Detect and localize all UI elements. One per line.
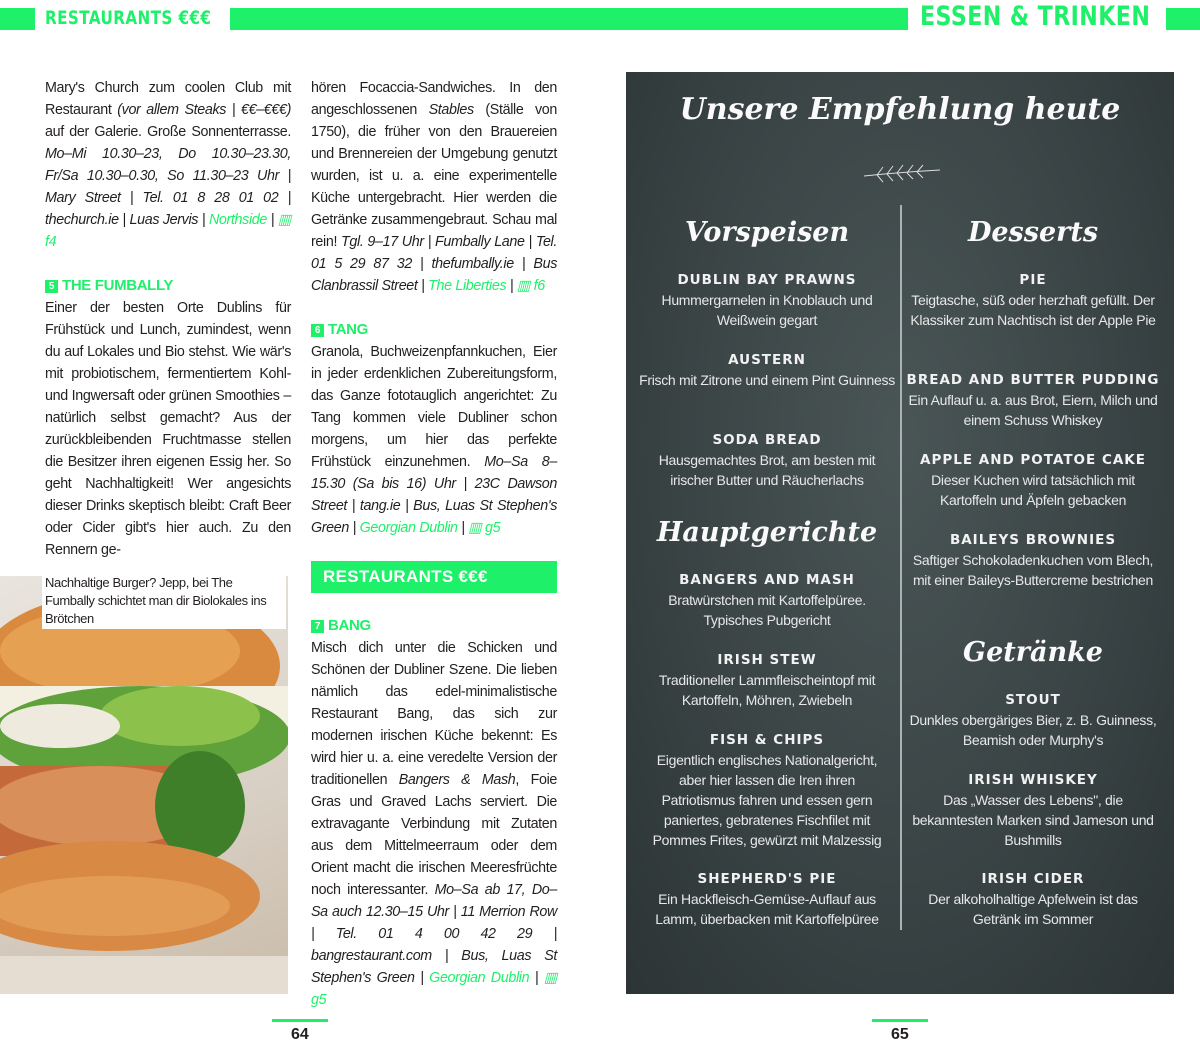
body-text: (Ställe von 1750), die früher von den Brauereien und Brennereien der Umgebung genutzt wurden, ist u. a. eine experimentelle Küche untergebracht. Hier werden die Getränke zusammengebraut. Schau mal rein! bbox=[311, 102, 557, 250]
menu-item-name: IRISH STEW bbox=[717, 652, 817, 668]
text-column-2 bbox=[311, 77, 557, 1011]
cross-reference-link[interactable]: ▥ g5 bbox=[468, 520, 501, 536]
info-text: | bbox=[266, 212, 278, 228]
menu-item-description: Das „Wasser des Lebens", die bekanntesten Marken sind Jameson und Bushmills bbox=[912, 792, 1154, 848]
menu-item bbox=[903, 370, 1163, 430]
body-text: auf der Galerie. Große Sonnenterrasse. bbox=[45, 124, 291, 140]
menu-item-name: IRISH WHISKEY bbox=[968, 772, 1098, 788]
menu-item bbox=[903, 869, 1163, 929]
cross-reference-link[interactable]: Georgian Dublin bbox=[429, 970, 530, 986]
header-bar-left bbox=[0, 8, 35, 30]
info-text: (vor allem Steaks | €€–€€€) bbox=[117, 102, 291, 118]
header-bar-right bbox=[1166, 8, 1200, 30]
entry-title: THE FUMBALLY bbox=[62, 277, 174, 294]
entry-number-badge: 7 bbox=[311, 620, 324, 633]
info-text: Mo–Mi 10.30–23, Do 10.30–23.30, Fr/Sa 10.30–0.30, So 11.30–23 Uhr | Mary Street | Tel. 01 8 28 01 02 | thechurch.ie | Luas Jervis | bbox=[45, 146, 291, 228]
body-text: Mary's Church zum coolen Club mit Restaurant bbox=[45, 80, 291, 118]
menu-item-name: BANGERS AND MASH bbox=[679, 572, 855, 588]
menu-divider bbox=[900, 205, 902, 930]
menu-item-description: Frisch mit Zitrone und einem Pint Guinness bbox=[639, 372, 895, 388]
menu-item bbox=[637, 650, 897, 710]
menu-item-name: IRISH CIDER bbox=[981, 871, 1085, 887]
menu-item bbox=[903, 770, 1163, 850]
menu-item-description: Hummergarnelen in Knoblauch und Weißwein gegart bbox=[661, 292, 873, 328]
cross-reference-link[interactable]: Georgian Dublin bbox=[359, 520, 458, 536]
cross-reference-link[interactable]: ▥ g5 bbox=[311, 970, 557, 1008]
body-text: Granola, Buchweizenpfannkuchen, Eier in jeder erdenklichen Zubereitungsform, das Ganze fototauglich angerichtet: Zu Tang kommen viele Dubliner schon morgens, um hier das perfekte Frühstück einzunehmen. bbox=[311, 344, 557, 470]
info-text: | bbox=[457, 520, 469, 536]
body-text: , Foie Gras und Graved Lachs serviert. Die extravagante Verbindung mit Zutaten aus dem Mittelmeerraum oder dem Orient macht die irischen Meeresfrüchte noch interessanter. bbox=[311, 772, 557, 898]
menu-item-description: Teigtasche, süß oder herzhaft gefüllt. Der Klassiker zum Nachtisch ist der Apple Pie bbox=[910, 292, 1156, 328]
photo-caption: Nachhaltige Burger? Jepp, bei The Fumbally schichtet man dir Biolokales ins Brötchen bbox=[42, 573, 286, 629]
entry-heading bbox=[45, 275, 291, 297]
menu-item bbox=[903, 270, 1163, 330]
menu-item bbox=[903, 450, 1163, 510]
page-number-left: 64 bbox=[291, 1026, 309, 1043]
menu-item-name: SODA BREAD bbox=[712, 432, 822, 448]
page-number-rule bbox=[272, 1019, 328, 1022]
info-text: Stables bbox=[428, 102, 474, 118]
menu-item-name: BAILEYS BROWNIES bbox=[949, 532, 1117, 548]
info-text: | bbox=[529, 970, 544, 986]
menu-item bbox=[637, 430, 897, 490]
paragraph bbox=[311, 637, 557, 1011]
menu-item-name: AUSTERN bbox=[728, 352, 806, 368]
info-text: Mo–Sa 8–15.30 (Sa bis 16) Uhr | 23C Dawson Street | tang.ie | Bus, Luas St Stephen's Green | bbox=[311, 454, 558, 536]
menu-item-description: Dieser Kuchen wird tatsächlich mit Kartoffeln und Äpfeln gebacken bbox=[931, 472, 1135, 508]
menu-item bbox=[908, 530, 1158, 590]
body-text: Misch dich unter die Schicken und Schönen der Dubliner Szene. Die lieben nämlich das edel-minimalistische Restaurant Bang, das sich zur modernen irischen Küche bekennt: Es wird hier u. a. eine veredelte Version der traditionellen bbox=[311, 640, 557, 788]
menu-item-name: APPLE AND POTATOE CAKE bbox=[920, 452, 1146, 468]
menu-item-name: PIE bbox=[1019, 272, 1047, 288]
menu-item-description: Bratwürstchen mit Kartoffelpüree. Typisches Pubgericht bbox=[668, 592, 866, 628]
section-hauptgerichte: Hauptgerichte bbox=[656, 517, 878, 548]
page-number-rule bbox=[872, 1019, 928, 1022]
header-bar-middle bbox=[230, 8, 908, 30]
menu-item-description: Dunkles obergäriges Bier, z. B. Guinness, Beamish oder Murphy's bbox=[909, 712, 1157, 748]
menu-item-name: SHEPHERD'S PIE bbox=[697, 871, 837, 887]
menu-item bbox=[642, 730, 892, 850]
cross-reference-link[interactable]: ▥ f4 bbox=[45, 212, 291, 250]
cross-reference-link[interactable]: ▥ f6 bbox=[516, 278, 545, 294]
menu-item-description: Der alkoholhaltige Apfelwein ist das Getränk im Sommer bbox=[928, 891, 1138, 927]
menu-item-description: Traditioneller Lammfleischeintopf mit Kartoffeln, Möhren, Zwiebeln bbox=[658, 672, 876, 708]
menu-item-description: Eigentlich englisches Nationalgericht, aber hier lassen die Iren ihren Patriotismus fahren und essen gern paniertes, gebratenes Fischfilet mit Pommes Frites, gewürzt mit Malzessig bbox=[652, 752, 882, 848]
text-column-1 bbox=[45, 77, 291, 561]
body-text: hören Focaccia-Sandwiches. In den angeschlossenen bbox=[311, 80, 557, 118]
menu-item bbox=[637, 570, 897, 630]
cross-reference-link[interactable]: Northside bbox=[208, 212, 267, 228]
paragraph bbox=[45, 297, 291, 561]
paragraph bbox=[311, 341, 557, 539]
menu-item-name: STOUT bbox=[1005, 692, 1061, 708]
menu-title: Unsere Empfehlung heute bbox=[679, 92, 1121, 127]
entry-title: TANG bbox=[328, 321, 368, 338]
paragraph bbox=[311, 77, 557, 297]
page-number-right: 65 bbox=[891, 1026, 909, 1043]
category-box-header: RESTAURANTS €€€ bbox=[311, 561, 557, 593]
info-text: | bbox=[506, 278, 517, 294]
section-desserts: Desserts bbox=[967, 217, 1099, 248]
burger-photo bbox=[0, 576, 288, 994]
menu-item-name: DUBLIN BAY PRAWNS bbox=[677, 272, 857, 288]
menu-item-description: Saftiger Schokoladenkuchen vom Blech, mit einer Baileys-Buttercreme bestrichen bbox=[912, 552, 1154, 588]
menu-item-description: Hausgemachtes Brot, am besten mit irischer Butter und Räucherlachs bbox=[658, 452, 876, 488]
info-text: Tgl. 9–17 Uhr | Fumbally Lane | Tel. 01 5 29 87 32 | thefumbally.ie | Bus Clanbrassil Street | bbox=[311, 234, 557, 294]
entry-heading bbox=[311, 615, 557, 637]
menu-item bbox=[903, 690, 1163, 750]
paragraph bbox=[45, 77, 291, 253]
menu-item-description: Ein Auflauf u. a. aus Brot, Eiern, Milch und einem Schuss Whiskey bbox=[908, 392, 1158, 428]
entry-title: BANG bbox=[328, 617, 371, 634]
menu-item-description: Ein Hackfleisch-Gemüse-Auflauf aus Lamm, überbacken mit Kartoffelpüree bbox=[655, 891, 879, 927]
info-text: Bangers & Mash bbox=[398, 772, 516, 788]
info-text: Mo–Sa ab 17, Do–Sa auch 12.30–15 Uhr | 11 Merrion Row | Tel. 01 4 00 42 29 | bangrestaurant.com | Bus, Luas St Stephen's Green | bbox=[311, 882, 558, 986]
right-running-header: ESSEN & TRINKEN bbox=[920, 1, 1151, 32]
menu-item bbox=[637, 869, 897, 929]
menu-item bbox=[637, 350, 897, 390]
menu-item-name: FISH & CHIPS bbox=[709, 732, 825, 748]
section-getraenke: Getränke bbox=[963, 637, 1103, 668]
menu-item bbox=[637, 270, 897, 330]
cross-reference-link[interactable]: The Liberties bbox=[428, 278, 507, 294]
entry-number-badge: 6 bbox=[311, 324, 324, 337]
left-running-header: RESTAURANTS €€€ bbox=[45, 7, 212, 29]
leaf-branch-icon bbox=[862, 162, 942, 188]
menu-item-name: BREAD AND BUTTER PUDDING bbox=[906, 372, 1160, 388]
entry-number-badge: 5 bbox=[45, 280, 58, 293]
body-text: Einer der besten Orte Dublins für Frühstück und Lunch, zumindest, wenn du auf Lokales und Bio stehst. Wie wär's mit probiotischem, fermentiertem Kohl- und Ingwersaft oder grünen Smoothies – natürlich selbst gemacht? Aus der zurückbleibenden Fruchtmasse stellen die Besitzer ihren eigenen Essig her. So geht Nachhaltigkeit! Wer angesichts dieser Drinks skeptisch bleibt: Craft Beer oder Cider gibt's hier auch. Zu den Rennern ge- bbox=[45, 300, 291, 558]
section-vorspeisen: Vorspeisen bbox=[684, 217, 850, 248]
entry-heading bbox=[311, 319, 557, 341]
chalkboard-menu bbox=[626, 72, 1174, 994]
